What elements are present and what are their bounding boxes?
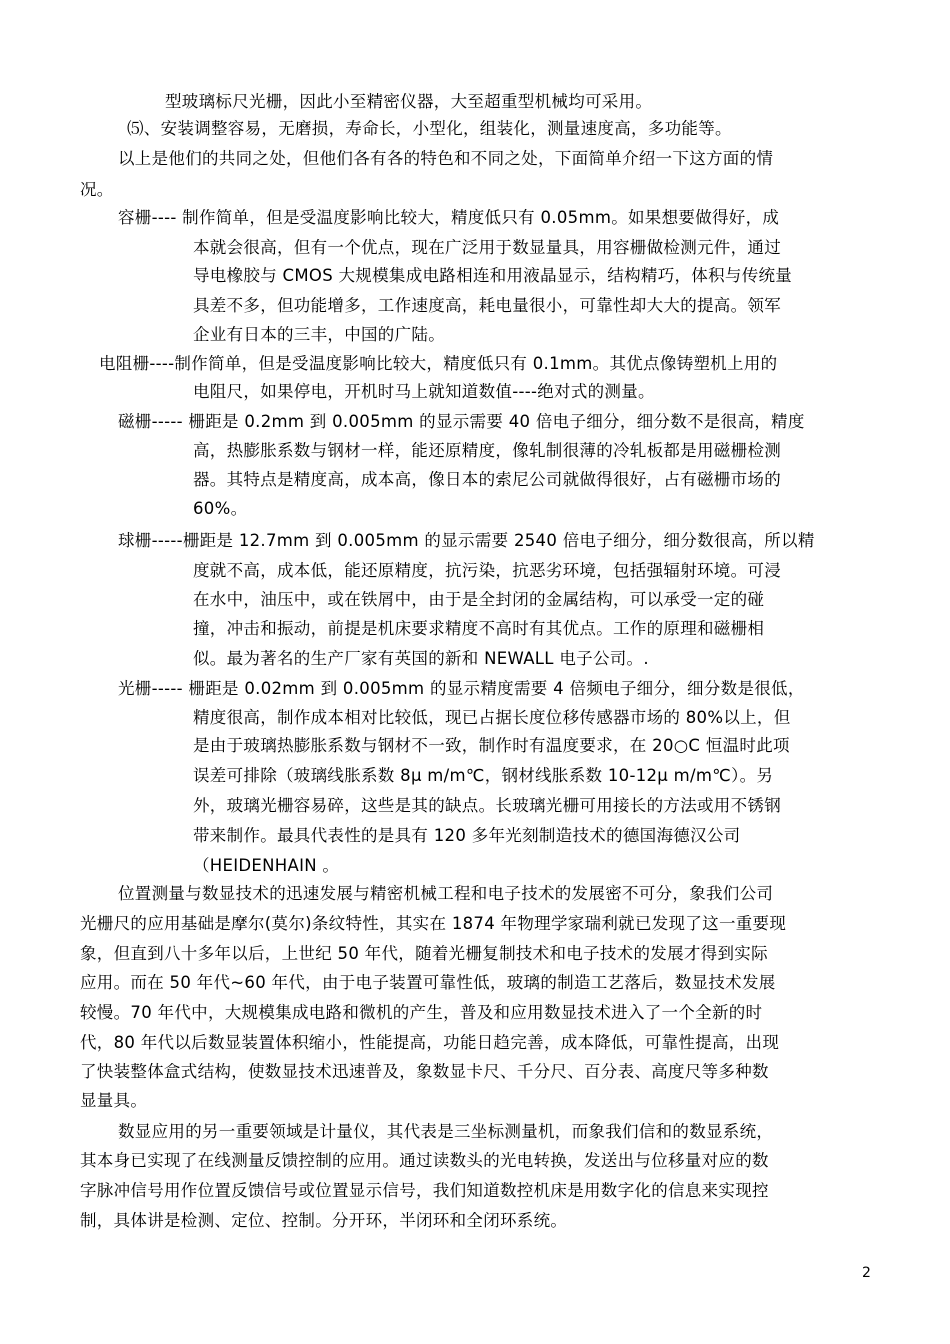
text-line: 撞，冲击和振动，前提是机床要求精度不高时有其优点。工作的原理和磁栅相: [193, 619, 765, 638]
text-line: ⑸、安装调整容易，无磨损，寿命长，小型化，组装化，测量速度高，多功能等。: [127, 119, 732, 138]
text-line: 外，玻璃光栅容易碎，这些是其的缺点。长玻璃光栅可用接长的方法或用不锈钢: [193, 796, 781, 815]
text-line: 球栅-----栅距是 12.7mm 到 0.005mm 的显示需要 2540 倍电子细分，细分数很高，所以精: [118, 531, 815, 550]
text-line: 了快装整体盒式结构，使数显技术迅速普及，象数显卡尺、千分尺、百分表、高度尺等多种数: [80, 1062, 769, 1081]
text-line: 象，但直到八十多年以后，上世纪 50 年代，随着光栅复制技术和电子技术的发展才得到实际: [80, 944, 768, 963]
text-line: 应用。而在 50 年代~60 年代，由于电子装置可靠性低，玻璃的制造工艺落后，数显技术发展: [80, 973, 776, 992]
text-line: 具差不多，但功能增多，工作速度高，耗电量很小，可靠性却大大的提高。领军: [193, 296, 781, 315]
text-line: 企业有日本的三丰，中国的广陆。: [193, 325, 445, 344]
text-line: 器。其特点是精度高，成本高，像日本的索尼公司就做得很好，占有磁栅市场的: [193, 470, 781, 489]
text-line: 数显应用的另一重要领域是计量仪，其代表是三坐标测量机，而象我们信和的数显系统，: [118, 1122, 774, 1141]
text-line: 导电橡胶与 CMOS 大规模集成电路相连和用液晶显示，结构精巧，体积与传统量: [193, 266, 793, 285]
page-number: 2: [862, 1265, 871, 1281]
text-line: 度就不高，成本低，能还原精度，抗污染，抗恶劣环境，包括强辐射环境。可浸: [193, 561, 781, 580]
text-line: 其本身已实现了在线测量反馈控制的应用。通过读数头的光电转换，发送出与位移量对应的数: [80, 1151, 769, 1170]
text-line: 磁栅----- 栅距是 0.2mm 到 0.005mm 的显示需要 40 倍电子细分，细分数不是很高，精度: [118, 412, 805, 431]
text-line: 光栅----- 栅距是 0.02mm 到 0.005mm 的显示精度需要 4 倍频电子细分，细分数是很低，: [118, 679, 805, 698]
text-line: 代，80 年代以后数显装置体积缩小，性能提高，功能日趋完善，成本降低，可靠性提高，出现: [80, 1033, 780, 1052]
text-line: 似。最为著名的生产厂家有英国的新和 NEWALL 电子公司。.: [193, 649, 649, 668]
text-line: 带来制作。最具代表性的是具有 120 多年光刻制造技术的德国海德汉公司: [193, 826, 741, 845]
text-line: 精度很高，制作成本相对比较低，现已占据长度位移传感器市场的 80%以上，但: [193, 708, 791, 727]
text-line: 制，具体讲是检测、定位、控制。分开环，半闭环和全闭环系统。: [80, 1211, 568, 1230]
text-line: 误差可排除（玻璃线胀系数 8μ m/m℃，钢材线胀系数 10-12μ m/m℃）。另: [193, 766, 774, 785]
text-line: 高，热膨胀系数与钢材一样，能还原精度，像轧制很薄的冷轧板都是用磁栅检测: [193, 441, 781, 460]
text-line: 电阻栅----制作简单，但是受温度影响比较大，精度低只有 0.1mm。其优点像铸塑机上用的: [99, 354, 778, 373]
text-line: 容栅---- 制作简单，但是受温度影响比较大，精度低只有 0.05mm。如果想要做得好，成: [118, 208, 780, 227]
text-line: 60%。: [193, 499, 248, 518]
text-line: 本就会很高，但有一个优点，现在广泛用于数显量具，用容栅做检测元件，通过: [193, 238, 781, 257]
text-line: 况。: [80, 180, 114, 199]
text-line: （HEIDENHAIN 。: [193, 856, 340, 875]
text-line: 电阻尺，如果停电，开机时马上就知道数值----绝对式的测量。: [193, 382, 655, 401]
text-line: 显量具。: [80, 1091, 148, 1110]
text-line: 较慢。70 年代中，大规模集成电路和微机的产生，普及和应用数显技术进入了一个全新的时: [80, 1003, 763, 1022]
text-line: 型玻璃标尺光栅，因此小至精密仪器，大至超重型机械均可采用。: [165, 92, 653, 111]
text-line: 光栅尺的应用基础是摩尔(莫尔)条纹特性，其实在 1874 年物理学家瑞利就已发现了这一重要现: [80, 914, 787, 933]
text-line: 位置测量与数显技术的迅速发展与精密机械工程和电子技术的发展密不可分，象我们公司: [118, 884, 774, 903]
text-line: 是由于玻璃热膨胀系数与钢材不一致，制作时有温度要求，在 20○C 恒温时此项: [193, 736, 790, 755]
text-line: 在水中，油压中，或在铁屑中，由于是全封闭的金属结构，可以承受一定的碰: [193, 590, 765, 609]
text-line: 以上是他们的共同之处，但他们各有各的特色和不同之处，下面简单介绍一下这方面的情: [118, 149, 774, 168]
text-line: 字脉冲信号用作位置反馈信号或位置显示信号，我们知道数控机床是用数字化的信息来实现控: [80, 1181, 769, 1200]
